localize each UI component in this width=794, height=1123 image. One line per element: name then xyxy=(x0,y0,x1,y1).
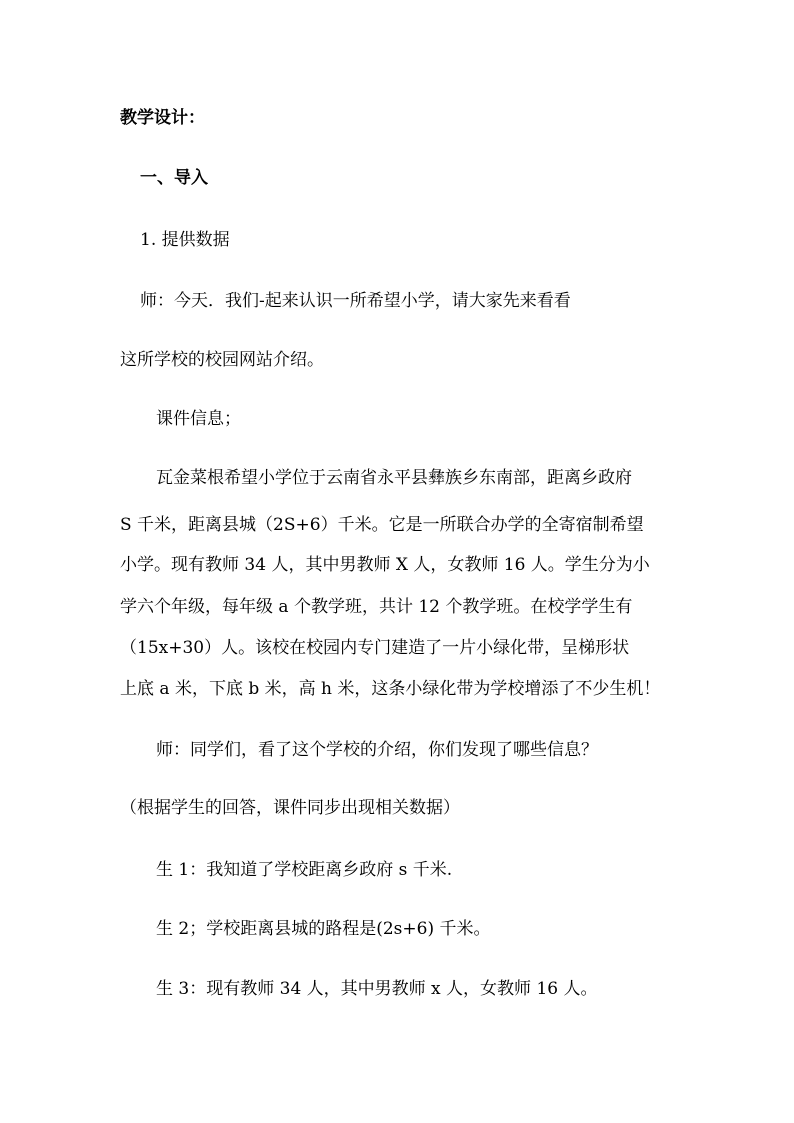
section-title: 一、导入 xyxy=(140,168,208,188)
teacher-question: 师：同学们，看了这个学校的介绍，你们发现了哪些信息？ xyxy=(156,740,598,760)
paragraph-line: S 千米，距离县城（2S+6）千米。它是一所联合办学的全寄宿制希望 xyxy=(120,515,644,535)
note: （根据学生的回答，课件同步出现相关数据） xyxy=(120,798,460,818)
paragraph-line: 师：今天．我们-起来认识一所希望小学，请大家先来看看 xyxy=(140,291,571,311)
student-answer: 生 2；学校距离县城的路程是(2s+6) 千米。 xyxy=(156,919,491,939)
student-answer: 生 1：我知道了学校距离乡政府 s 千米. xyxy=(156,860,453,880)
heading: 教学设计： xyxy=(120,108,205,128)
courseware-label: 课件信息； xyxy=(156,409,241,429)
paragraph-line: 瓦金菜根希望小学位于云南省永平县彝族乡东南部，距离乡政府 xyxy=(156,468,632,488)
subsection-title: 1. 提供数据 xyxy=(140,230,230,250)
paragraph-line: 小学。现有教师 34 人，其中男教师 X 人，女教师 16 人。学生分为小 xyxy=(120,555,650,575)
paragraph-line: 这所学校的校园网站介绍。 xyxy=(120,350,324,370)
paragraph-line: 上底 a 米，下底 b 米，高 h 米，这条小绿化带为学校增添了不少生机！ xyxy=(120,679,661,699)
paragraph-line: （15x+30）人。该校在校园内专门建造了一片小绿化带，呈梯形状 xyxy=(120,638,630,658)
paragraph-line: 学六个年级，每年级 a 个教学班，共计 12 个教学班。在校学学生有 xyxy=(120,597,633,617)
student-answer: 生 3：现有教师 34 人，其中男教师 x 人，女教师 16 人。 xyxy=(156,979,598,999)
